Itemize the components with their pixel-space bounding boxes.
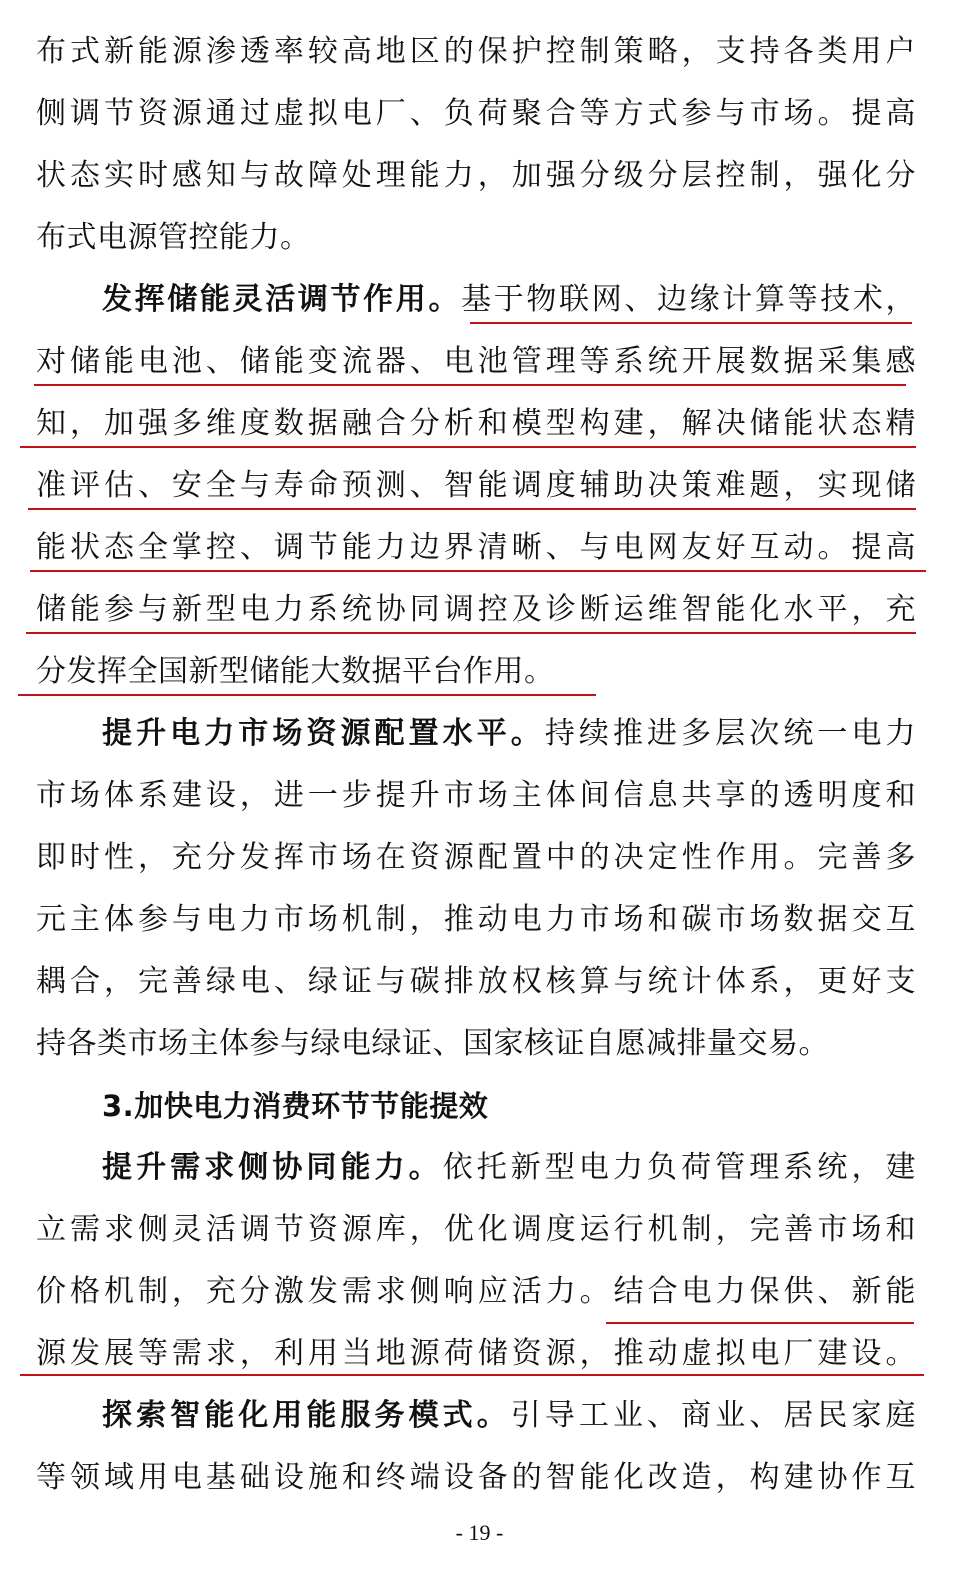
body-line: 分发挥全国新型储能大数据平台作用。 (36, 654, 555, 689)
paragraph-text: 引导工业、商业、居民家庭 (510, 1398, 917, 1433)
paragraph-lead-line (102, 707, 916, 761)
body-line: 耦合，完善绿电、绿证与碳排放权核算与统计体系，更好支 (36, 964, 916, 999)
body-line: 对储能电池、储能变流器、电池管理等系统开展数据采集感 (36, 344, 916, 379)
body-line: 元主体参与电力市场机制，推动电力市场和碳市场数据交互 (36, 902, 916, 937)
body-line: 源发展等需求，利用当地源荷储资源，推动虚拟电厂建设。 (36, 1336, 916, 1371)
red-underline-mark (30, 570, 926, 572)
section-heading: 3.加快电力消费环节节能提效 (102, 1089, 489, 1123)
body-line: 即时性，充分发挥市场在资源配置中的决定性作用。完善多 (36, 840, 916, 875)
body-line: 能状态全掌控、调节能力边界清晰、与电网友好互动。提高 (36, 530, 916, 565)
paragraph-lead-line (102, 1389, 916, 1443)
body-line: 侧调节资源通过虚拟电厂、负荷聚合等方式参与市场。提高 (36, 96, 916, 131)
paragraph-heading: 提升电力市场资源配置水平。 (102, 716, 545, 751)
body-line: 知，加强多维度数据融合分析和模型构建，解决储能状态精 (36, 406, 916, 441)
paragraph-text: 依托新型电力负荷管理系统，建 (442, 1150, 917, 1185)
body-line: 价格机制，充分激发需求侧响应活力。结合电力保供、新能 (36, 1274, 916, 1309)
body-line: 市场体系建设，进一步提升市场主体间信息共享的透明度和 (36, 778, 916, 813)
paragraph-text: 基于物联网、边缘计算等技术， (461, 282, 917, 317)
body-line: 持各类市场主体参与绿电绿证、国家核证自愿减排量交易。 (36, 1026, 829, 1061)
body-line: 准评估、安全与寿命预测、智能调度辅助决策难题，实现储 (36, 468, 916, 503)
paragraph-lead-line (102, 1141, 916, 1195)
red-underline-mark (20, 446, 916, 448)
paragraph-lead-line (102, 273, 916, 327)
body-line: 布式新能源渗透率较高地区的保护控制策略，支持各类用户 (36, 34, 916, 69)
red-underline-mark (606, 1322, 914, 1324)
body-line: 储能参与新型电力系统协同调控及诊断运维智能化水平，充 (36, 592, 916, 627)
body-line: 立需求侧灵活调节资源库，优化调度运行机制，完善市场和 (36, 1212, 916, 1247)
paragraph-text: 持续推进多层次统一电力 (544, 716, 917, 751)
red-underline-mark (34, 384, 906, 386)
red-underline-mark (20, 1374, 924, 1376)
body-line: 状态实时感知与故障处理能力，加强分级分层控制，强化分 (36, 158, 916, 193)
red-underline-mark (28, 508, 916, 510)
body-line: 等领域用电基础设施和终端设备的智能化改造，构建协作互 (36, 1460, 916, 1495)
page-number: - 19 - (455, 1520, 504, 1545)
red-underline-mark (26, 632, 916, 634)
paragraph-heading: 探索智能化用能服务模式。 (102, 1398, 511, 1433)
body-line: 布式电源管控能力。 (36, 220, 311, 255)
red-underline-mark (470, 322, 912, 324)
paragraph-heading: 发挥储能灵活调节作用。 (102, 282, 462, 317)
paragraph-heading: 提升需求侧协同能力。 (102, 1150, 443, 1185)
red-underline-mark (18, 694, 596, 696)
